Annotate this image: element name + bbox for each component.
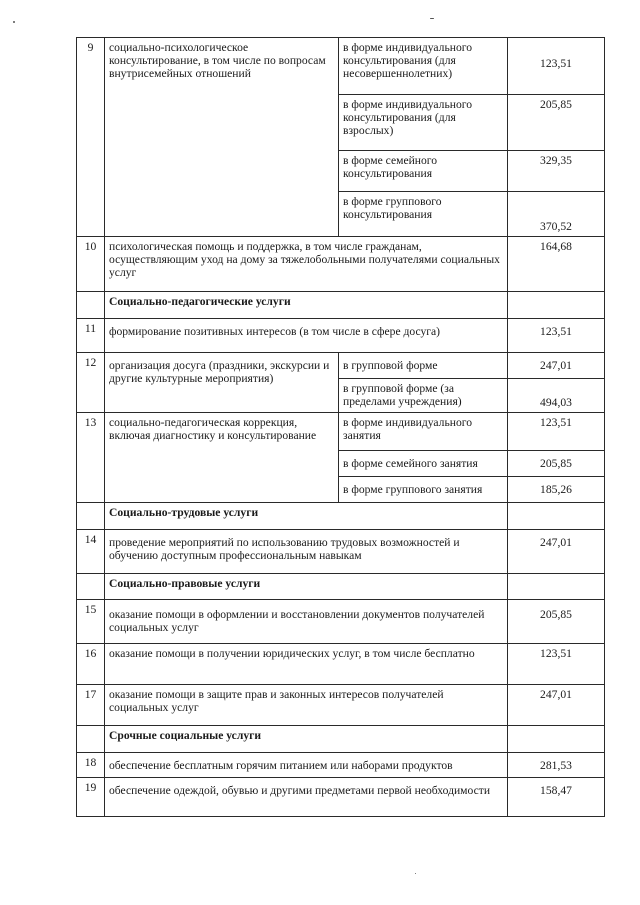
service-name: проведение мероприятий по использованию трудовых возможностей и обучению доступным профессиональным навыкам [105,530,508,574]
table-row [77,413,605,451]
section-row [77,574,605,600]
service-price: 247,01 [508,353,605,379]
row-number: 10 [77,237,105,292]
section-heading: Социально-правовые услуги [105,574,508,600]
table-row [77,530,605,574]
service-form: в форме индивидуального занятия [339,413,508,451]
service-name: обеспечение бесплатным горячим питанием или наборами продуктов [105,753,508,778]
section-heading: Срочные социальные услуги [105,726,508,753]
scan-speck [415,873,416,874]
service-name: обеспечение одеждой, обувью и другими предметами первой необходимости [105,778,508,817]
service-price: 370,52 [508,192,605,237]
service-form: в групповой форме [339,353,508,379]
service-price: 158,47 [508,778,605,817]
table-row [77,644,605,685]
service-price: 329,35 [508,151,605,192]
table-row [77,685,605,726]
service-name: организация досуга (праздники, экскурсии и другие культурные мероприятия) [105,353,339,413]
service-price: 205,85 [508,451,605,477]
table-row [77,237,605,292]
service-price: 123,51 [508,319,605,353]
service-price: 247,01 [508,685,605,726]
table-row [77,753,605,778]
table-row [77,600,605,644]
section-row [77,503,605,530]
services-price-table [76,37,605,817]
service-price: 205,85 [508,95,605,151]
service-form: в групповой форме (за пределами учреждения) [339,379,508,413]
service-price: 123,51 [508,413,605,451]
table-row [77,38,605,95]
section-row [77,292,605,319]
service-name: формирование позитивных интересов (в том числе в сфере досуга) [105,319,508,353]
section-heading: Социально-трудовые услуги [105,503,508,530]
section-heading: Социально-педагогические услуги [105,292,508,319]
service-name: психологическая помощь и поддержка, в том числе гражданам, осуществляющим уход на дому за тяжелобольными получателями социальных услуг [105,237,508,292]
service-form: в форме индивидуального консультирования (для несовершеннолетних) [339,38,508,95]
service-name: социально-психологическое консультирование, в том числе по вопросам внутрисемейных отношений [105,38,339,237]
table-row [77,778,605,817]
table-row [77,319,605,353]
service-price: 164,68 [508,237,605,292]
row-number: 9 [77,38,105,237]
service-price: 205,85 [508,600,605,644]
scan-speck [13,21,15,23]
service-price: 185,26 [508,477,605,503]
service-form: в форме семейного консультирования [339,151,508,192]
service-name: социально-педагогическая коррекция, включая диагностику и консультирование [105,413,339,503]
table-row [77,353,605,379]
row-number: 14 [77,530,105,574]
service-name: оказание помощи в получении юридических услуг, в том числе бесплатно [105,644,508,685]
row-number: 16 [77,644,105,685]
row-number: 15 [77,600,105,644]
row-number: 17 [77,685,105,726]
service-form: в форме индивидуального консультирования (для взрослых) [339,95,508,151]
row-number: 11 [77,319,105,353]
row-number: 18 [77,753,105,778]
service-form: в форме семейного занятия [339,451,508,477]
section-row [77,726,605,753]
service-price: 123,51 [508,644,605,685]
service-name: оказание помощи в оформлении и восстановлении документов получателей социальных услуг [105,600,508,644]
row-number: 19 [77,778,105,817]
service-form: в форме группового консультирования [339,192,508,237]
service-price: 494,03 [508,379,605,413]
service-price: 123,51 [508,38,605,95]
service-price: 247,01 [508,530,605,574]
row-number: 12 [77,353,105,413]
scan-speck [430,18,434,19]
service-form: в форме группового занятия [339,477,508,503]
service-price: 281,53 [508,753,605,778]
row-number: 13 [77,413,105,503]
service-name: оказание помощи в защите прав и законных интересов получателей социальных услуг [105,685,508,726]
